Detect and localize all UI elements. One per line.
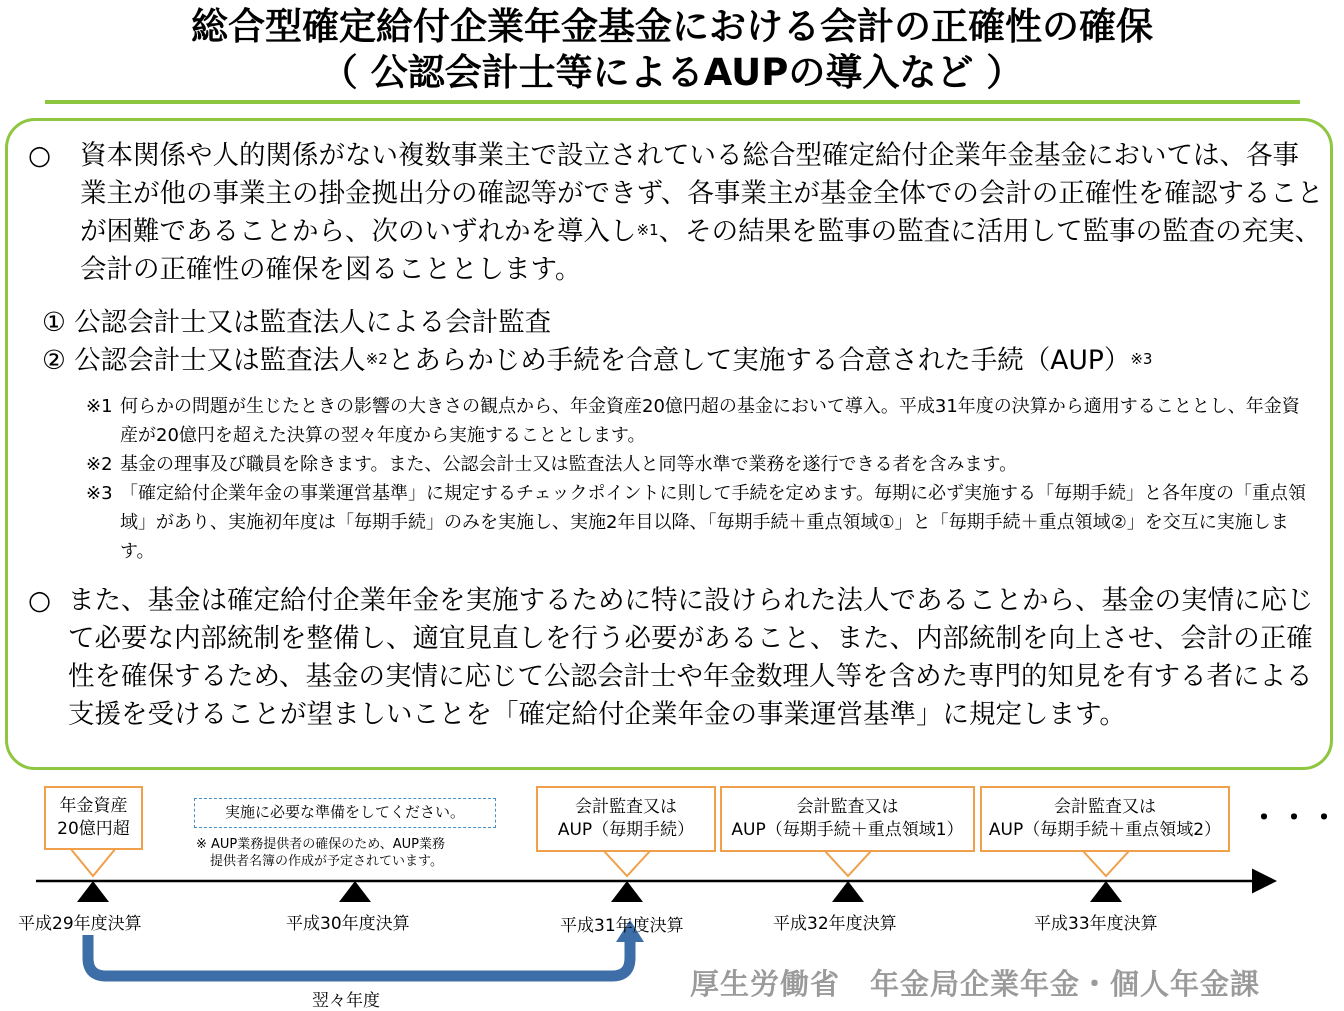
page-title xyxy=(0,4,1344,96)
footnote-2-mark: ※2 xyxy=(86,454,113,475)
footnotes xyxy=(86,392,1316,566)
year-label-h32: 平成32年度決算 xyxy=(773,914,897,934)
paragraph-2-text: また、基金は確定給付企業年金を実施するために特に設けられた法人であることから、基金の実情に応じて必要な内部統制を整備し、適宜見直しを行う必要があること、また、内部統制を向上させ、会計の正確性を確保するため、基金の実情に応じて公認会計士や年金数理人等を含めた専門的知見を有する者による支援を受けることが望ましいことを「確定給付企業年金の事業運営基準」に規定します。 xyxy=(68,585,1314,730)
preparation-note xyxy=(196,836,516,870)
callout-3-line-1: 会計監査又は xyxy=(796,797,899,817)
list-item-2-text-a: ② 公認会計士又は監査法人 xyxy=(42,345,366,376)
bullet-icon: ○ xyxy=(28,140,52,171)
footer-department: 厚生労働省 年金局企業年金・個人年金課 xyxy=(690,967,1261,1001)
callout-4-line-1: 会計監査又は xyxy=(1054,797,1156,817)
next-year-label: 翌々年度 xyxy=(312,991,380,1011)
callout-pointer-3 xyxy=(825,851,871,876)
footnote-3 xyxy=(86,479,1316,566)
paragraph-1-text-a: 資本関係や人的関係がない複数事業主で設立されている総合型確定給付企業年金基金においては、各事業主が他の事業主の掛金拠出分の確認等ができず、各事業主が基金全体での会計の正確性を確認することが困難であることから、次のいずれかを導入し xyxy=(80,140,1324,247)
footnote-1-text: 何らかの問題が生じたときの影響の大きさの観点から、年金資産20億円超の基金において導入。平成31年度の決算から適用することとし、年金資産が20億円を超えた決算の翌々年度から実施することとします。 xyxy=(120,396,1300,446)
list-item-2-text-b: とあらかじめ手続を合意して実施する合意された手続（AUP） xyxy=(387,345,1131,376)
callout-1-line-2: 20億円超 xyxy=(57,819,130,839)
callout-3-line-2: AUP（毎期手続＋重点領域1） xyxy=(731,820,964,840)
paragraph-1 xyxy=(28,137,1324,289)
year-label-h31: 平成31年度決算 xyxy=(560,916,684,936)
title-underline xyxy=(45,100,1300,104)
title-line-2: （ 公認会計士等によるAUPの導入など ） xyxy=(320,51,1024,94)
timeline-marker-1 xyxy=(77,881,109,902)
callout-pointer-2 xyxy=(604,851,650,876)
callout-2-line-2: AUP（毎期手続） xyxy=(557,820,695,840)
preparation-notice-box: 実施に必要な準備をしてください。 xyxy=(194,798,496,828)
footnote-3-mark: ※3 xyxy=(86,483,113,504)
callout-4-line-2: AUP（毎期手続＋重点領域2） xyxy=(988,820,1222,840)
paragraph-1-text-b: 、その結果を監事の監査に活用して監事の監査の充実、会計の正確性の確保を図ることとします。 xyxy=(80,216,1322,285)
preparation-note-line-1: ※ AUP業務提供者の確保のため、AUP業務 xyxy=(196,837,446,852)
list-item-2 xyxy=(42,342,1152,380)
paragraph-2 xyxy=(28,582,1324,734)
timeline-marker-2 xyxy=(339,881,371,902)
footnote-ref-3: ※3 xyxy=(1130,350,1153,368)
title-line-1: 総合型確定給付企業年金基金における会計の正確性の確保 xyxy=(191,5,1153,48)
footnote-ref-2: ※2 xyxy=(365,350,388,368)
callout-pointer-4 xyxy=(1083,851,1129,876)
year-label-h33: 平成33年度決算 xyxy=(1034,914,1158,934)
footnote-1-mark: ※1 xyxy=(86,396,113,417)
preparation-note-line-2: 提供者名簿の作成が予定されています。 xyxy=(210,854,443,869)
ellipsis: ・・・ xyxy=(1250,801,1341,834)
year-label-h30: 平成30年度決算 xyxy=(286,914,410,934)
timeline-marker-4 xyxy=(832,881,864,902)
timeline-marker-5 xyxy=(1090,881,1122,902)
footnote-ref-1: ※1 xyxy=(636,221,659,239)
bullet-icon: ○ xyxy=(28,585,52,616)
footnote-2 xyxy=(86,450,1316,479)
footnote-1 xyxy=(86,392,1316,450)
callout-pointer-1 xyxy=(70,848,116,876)
callout-audit-year2 xyxy=(720,786,975,852)
callout-audit-year3 xyxy=(980,786,1230,852)
callout-1-line-1: 年金資産 xyxy=(59,796,128,816)
list-item-1: ① 公認会計士又は監査法人による会計監査 xyxy=(42,307,552,338)
footnote-2-text: 基金の理事及び職員を除きます。また、公認会計士又は監査法人と同等水準で業務を遂行できる者を含みます。 xyxy=(120,454,1018,475)
callout-audit-year1 xyxy=(536,786,716,852)
callout-2-line-1: 会計監査又は xyxy=(575,797,677,817)
callout-asset-threshold xyxy=(44,786,143,850)
footnote-3-text: 「確定給付企業年金の事業運営基準」に規定するチェックポイントに則して手続を定めます。毎期に必ず実施する「毎期手続」と各年度の「重点領域」があり、実施初年度は「毎期手続」のみを実施し、実施2年目以降、「毎期手続＋重点領域①」と「毎期手続＋重点領域②」を交互に実施します。 xyxy=(120,483,1307,562)
year-label-h29: 平成29年度決算 xyxy=(18,914,142,934)
next-year-arrow xyxy=(88,935,630,976)
timeline-marker-3 xyxy=(611,881,643,902)
